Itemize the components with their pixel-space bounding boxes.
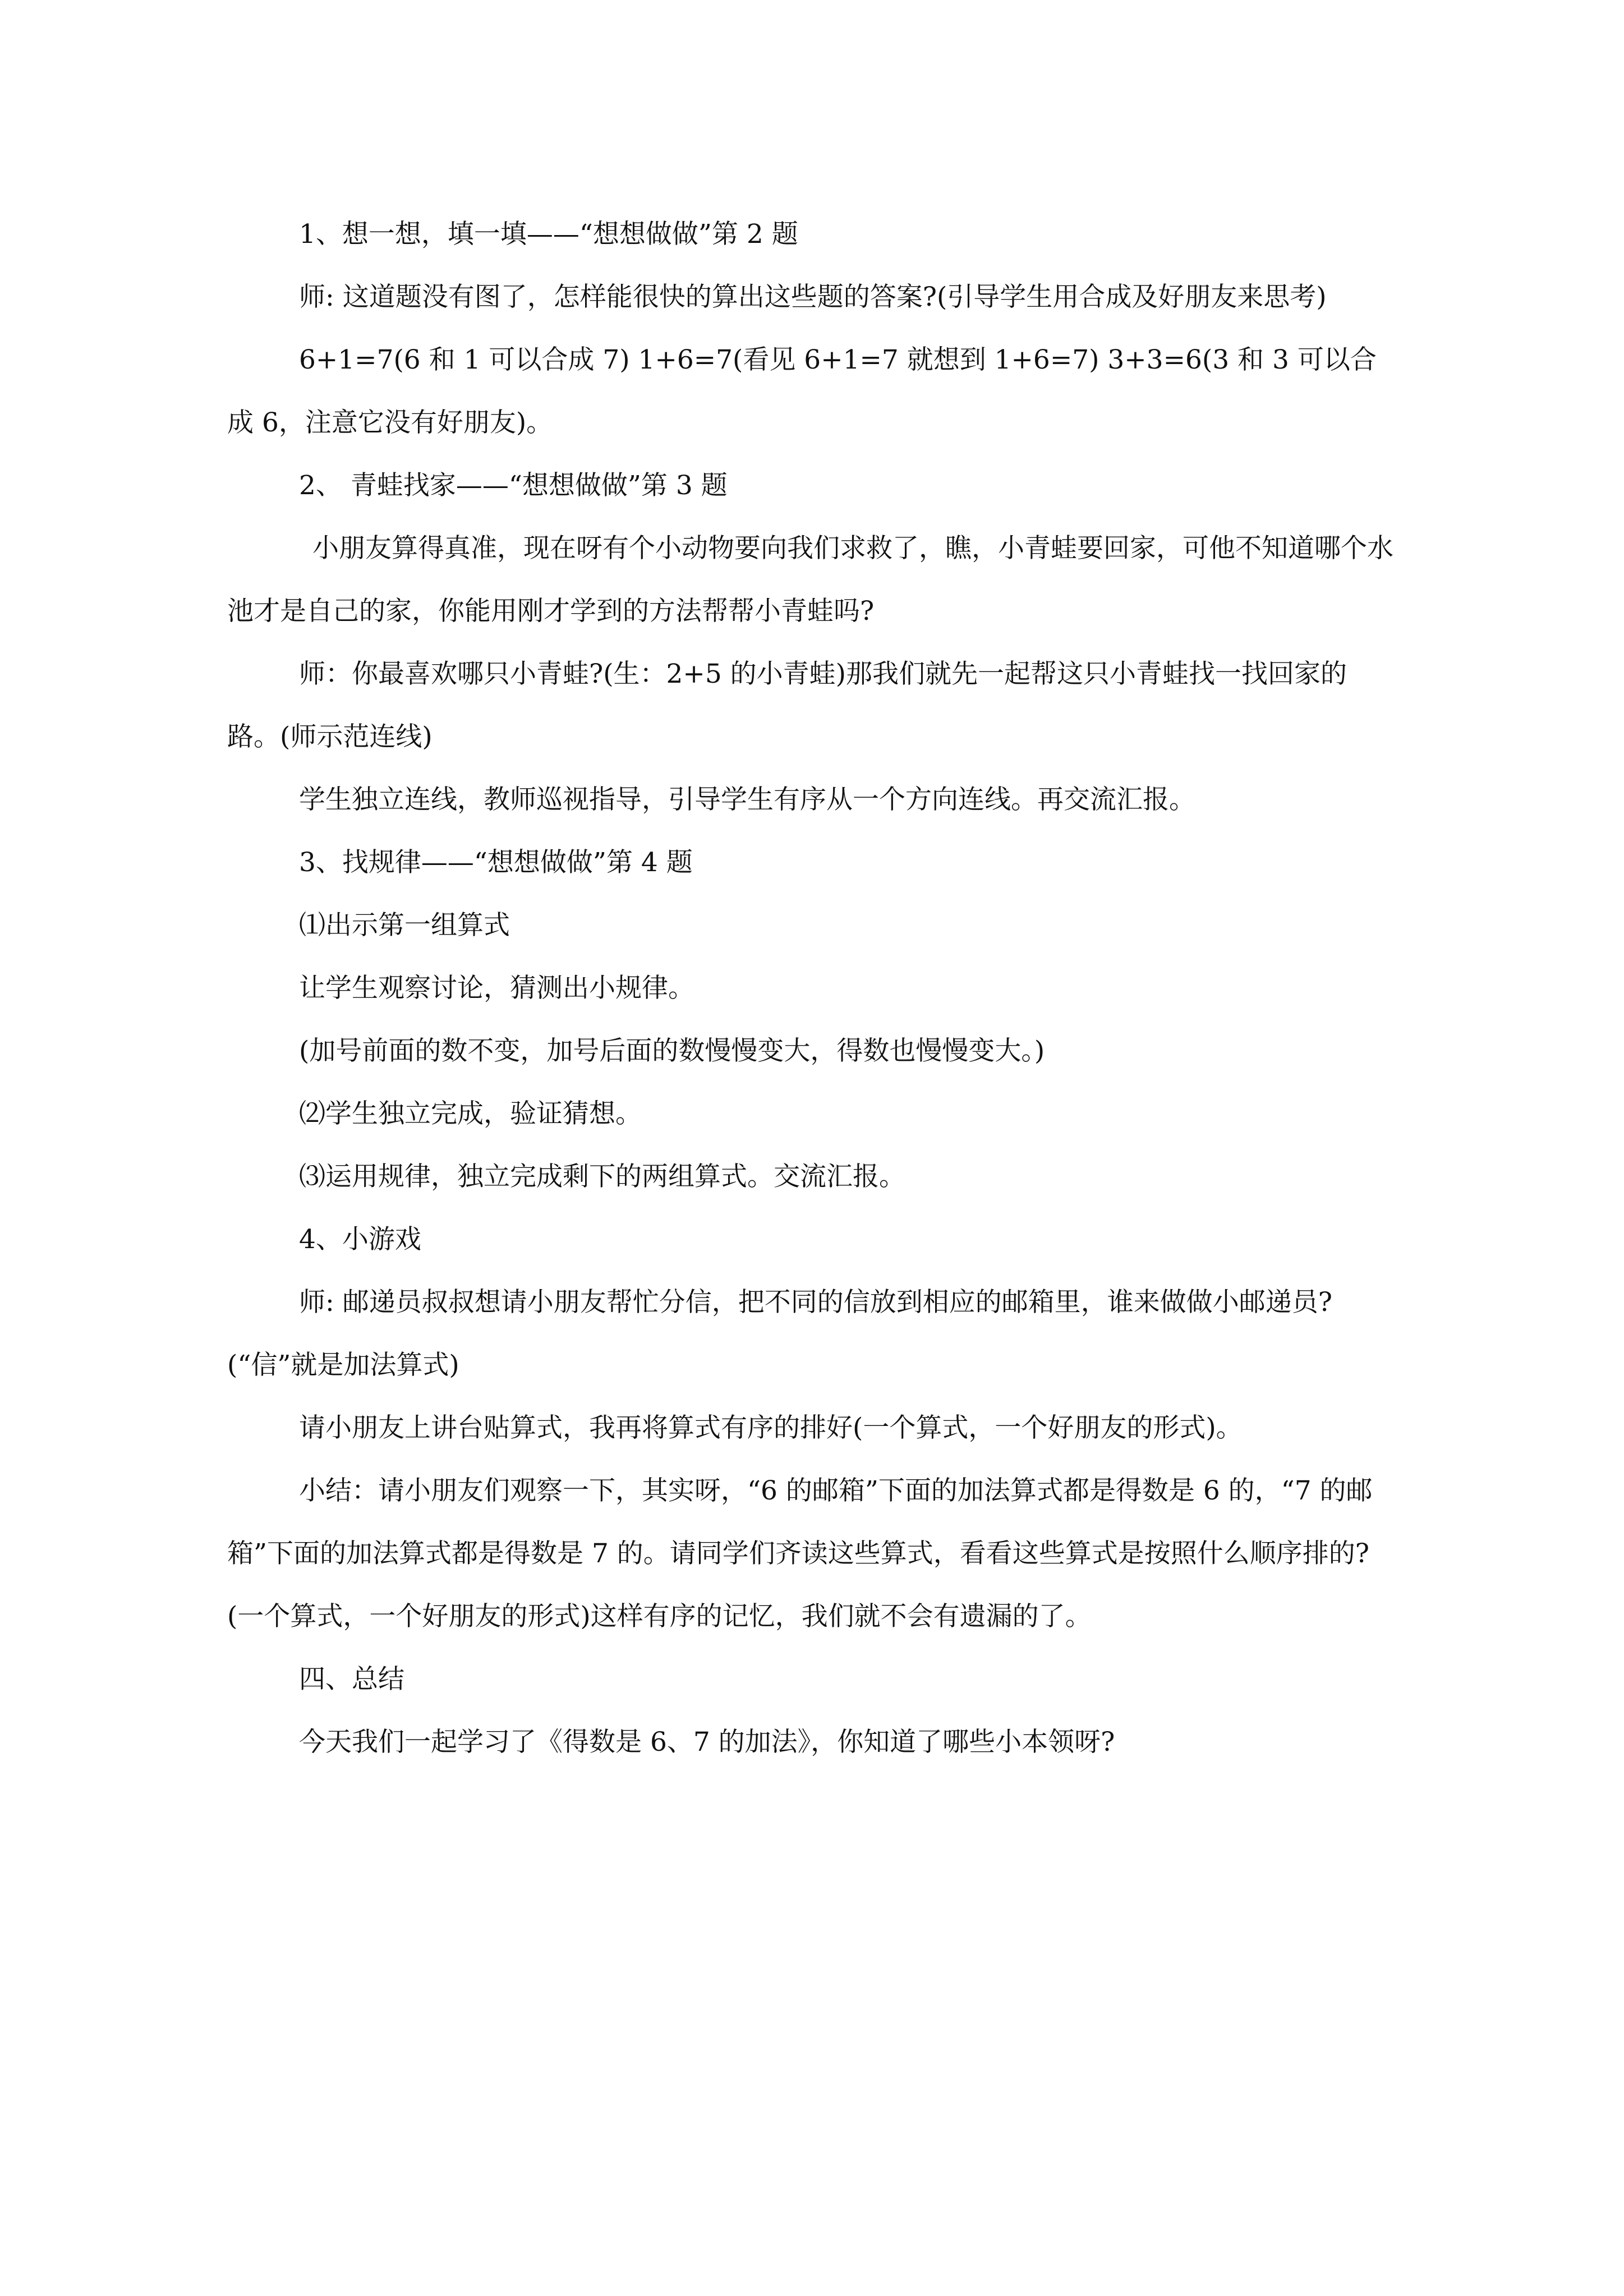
step-3-line: ⑶运用规律，独立完成剩下的两组算式。交流汇报。 (299, 1161, 905, 1192)
addition-examples-paragraph: 6+1=7(6 和 1 可以合成 7) 1+6=7(看见 6+1=7 就想到 1+6=7) 3+3=6(3 和 3 可以合成 6，注意它没有好朋友)。 (227, 344, 1377, 438)
conclusion-paragraph: 今天我们一起学习了《得数是 6、7 的加法》，你知道了哪些小本领呀? (299, 1727, 1115, 1757)
teacher-question-paragraph: 师: 这道题没有图了，怎样能很快的算出这些题的答案?(引导学生用合成及好朋友来思考) (299, 282, 1327, 312)
observe-line: 让学生观察讨论，猜测出小规律。 (299, 973, 694, 1004)
post-formulas-paragraph: 请小朋友上讲台贴算式，我再将算式有序的排好(一个算式，一个好朋友的形式)。 (299, 1412, 1243, 1443)
step-2-line: ⑵学生独立完成，验证猜想。 (299, 1098, 642, 1129)
teacher-frog-paragraph: 师：你最喜欢哪只小青蛙?(生：2+5 的小青蛙)那我们就先一起帮这只小青蛙找一找回家的路。(师示范连线) (227, 659, 1347, 752)
rule-explanation-line: (加号前面的数不变，加号后面的数慢慢变大，得数也慢慢变大。) (299, 1036, 1045, 1066)
document-body (227, 203, 1397, 1774)
summary-note-paragraph: 小结：请小朋友们观察一下，其实呀，“6 的邮箱”下面的加法算式都是得数是 6 的，“7 的邮箱”下面的加法算式都是得数是 7 的。请同学们齐读这些算式，看看这些算式是按照什么顺序排的?(一个算式，一个好朋友的形式)这样有序的记忆，我们就不会有遗漏的了。 (227, 1475, 1373, 1632)
postman-paragraph: 师: 邮递员叔叔想请小朋友帮忙分信，把不同的信放到相应的邮箱里，谁来做做小邮递员?(“信”就是加法算式) (227, 1287, 1332, 1381)
conclusion-heading: 四、总结 (299, 1664, 404, 1695)
student-connect-paragraph: 学生独立连线，教师巡视指导，引导学生有序从一个方向连线。再交流汇报。 (299, 784, 1195, 815)
exercise-4-heading: 3、找规律——“想想做做”第 4 题 (299, 847, 693, 878)
mini-game-heading: 4、小游戏 (299, 1224, 421, 1255)
exercise-2-heading: 1、想一想，填一填——“想想做做”第 2 题 (299, 219, 798, 250)
frog-story-paragraph: 小朋友算得真准，现在呀有个小动物要向我们求救了，瞧，小青蛙要回家，可他不知道哪个水池才是自己的家，你能用刚才学到的方法帮帮小青蛙吗? (227, 533, 1393, 627)
exercise-3-heading: 2、 青蛙找家——“想想做做”第 3 题 (299, 470, 728, 501)
step-1-line: ⑴出示第一组算式 (299, 910, 510, 941)
